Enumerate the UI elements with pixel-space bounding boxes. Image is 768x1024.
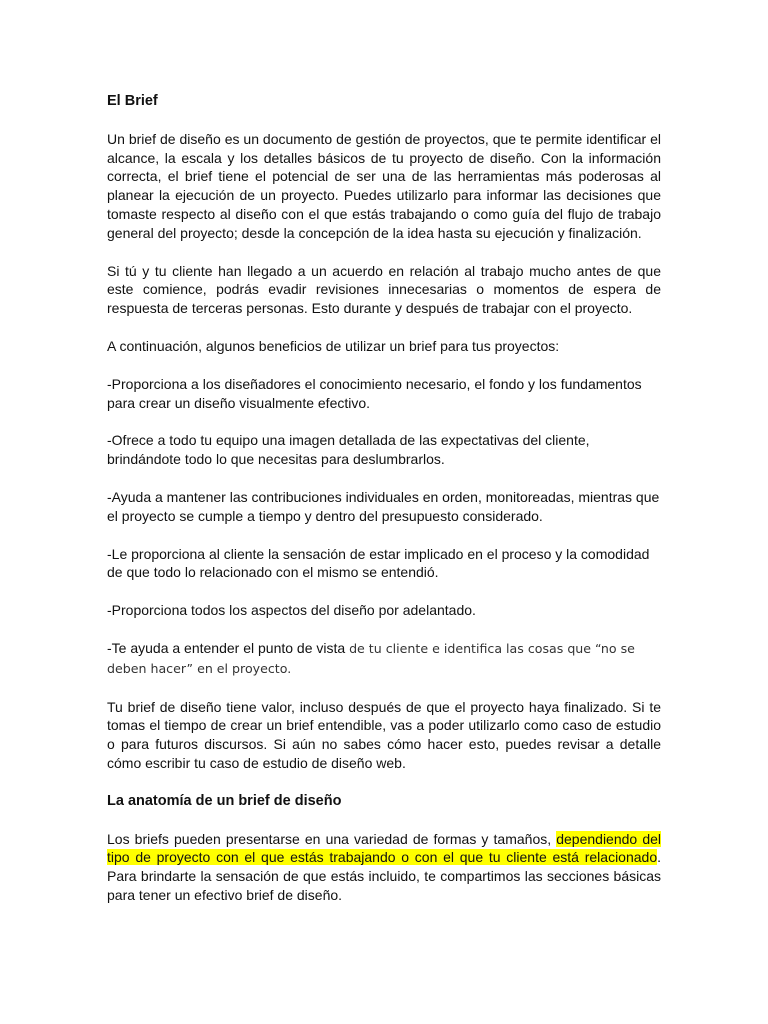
benefit-item-6 [107,639,661,679]
agreement-paragraph: Si tú y tu cliente han llegado a un acuerdo en relación al trabajo mucho antes de que este comience, podrás evadir revisiones innecesarias o momentos de espera de respuesta de terceras personas. Esto durante y después de trabajar con el proyecto. [107,262,661,317]
benefit-item-1: -Proporciona a los diseñadores el conocimiento necesario, el fondo y los fundamentos para crear un diseño visualmente efectivo. [107,375,642,411]
anatomy-highlighted-text: dependiendo del tipo de proyecto con el que estás trabajando o con el que tu cliente está relacionado [107,830,661,866]
benefit-item-2: -Ofrece a todo tu equipo una imagen detallada de las expectativas del cliente, brindándote todo lo que necesitas para deslumbrarlos. [107,432,590,468]
anatomy-text-before: Los briefs pueden presentarse en una variedad de formas y tamaños, [107,830,557,847]
benefit-item-6-part1: -Te ayuda a entender el punto de vista [107,639,350,656]
value-paragraph: Tu brief de diseño tiene valor, incluso después de que el proyecto haya finalizado. Si te tomas el tiempo de crear un brief entendible, vas a poder utilizarlo como caso de estudio o para futuros discursos. Si aún no sabes cómo hacer esto, puedes revisar a detalle cómo escribir tu caso de estudio de diseño web. [107,698,661,771]
anatomy-text-after: . Para brindarte la sensación de que estás incluido, te compartimos las secciones básicas para tener un efectivo brief de diseño. [107,849,661,903]
anatomy-heading: La anatomía de un brief de diseño [107,792,342,809]
benefit-item-6-part2: de tu cliente e identifica las cosas que “no se deben hacer” en el proyecto. [107,640,635,676]
benefit-item-4: -Le proporciona al cliente la sensación de estar implicado en el proceso y la comodidad de que todo lo relacionado con el mismo se entendió. [107,545,650,581]
document-title: El Brief [107,93,158,109]
benefit-item-5: -Proporciona todos los aspectos del diseño por adelantado. [107,602,476,619]
anatomy-paragraph [107,830,661,905]
intro-paragraph: Un brief de diseño es un documento de gestión de proyectos, que te permite identificar el alcance, la escala y los detalles básicos de tu proyecto de diseño. Con la información correcta, el brief tiene el potencial de ser una de las herramientas más poderosas al planear la ejecución de un proyecto. Puedes utilizarlo para informar las decisiones que tomaste respecto al diseño con el que estás trabajando o como guía del flujo de trabajo general del proyecto; desde la concepción de la idea hasta su ejecución y finalización. [107,130,661,241]
benefit-item-3: -Ayuda a mantener las contribuciones individuales en orden, monitoreadas, mientras que el proyecto se cumple a tiempo y dentro del presupuesto considerado. [107,488,660,524]
benefits-intro: A continuación, algunos beneficios de utilizar un brief para tus proyectos: [107,337,560,354]
